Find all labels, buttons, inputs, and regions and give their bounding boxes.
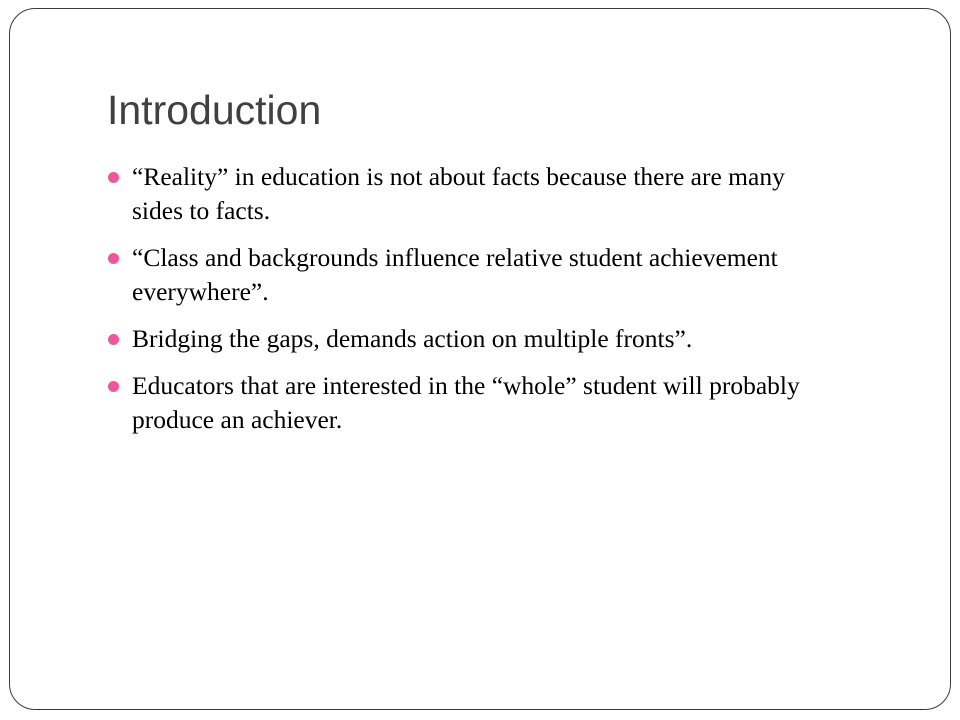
bullet-dot-icon (108, 381, 119, 392)
bullet-item (107, 241, 837, 309)
bullet-text: “Class and backgrounds influence relative student achievement everywhere”. (132, 243, 778, 306)
bullet-item (107, 160, 837, 228)
bullet-text: Educators that are interested in the “whole” student will probably produce an achiever. (132, 371, 800, 434)
bullet-dot-icon (108, 334, 119, 345)
bullet-item (107, 369, 837, 437)
bullet-text: Bridging the gaps, demands action on multiple fronts”. (132, 324, 693, 353)
bullet-text: “Reality” in education is not about facts because there are many sides to facts. (132, 162, 785, 225)
bullet-dot-icon (108, 253, 119, 264)
bullet-item (107, 322, 837, 356)
slide-title: Introduction (107, 87, 322, 133)
bullet-dot-icon (108, 172, 119, 183)
bullet-list (107, 160, 837, 450)
